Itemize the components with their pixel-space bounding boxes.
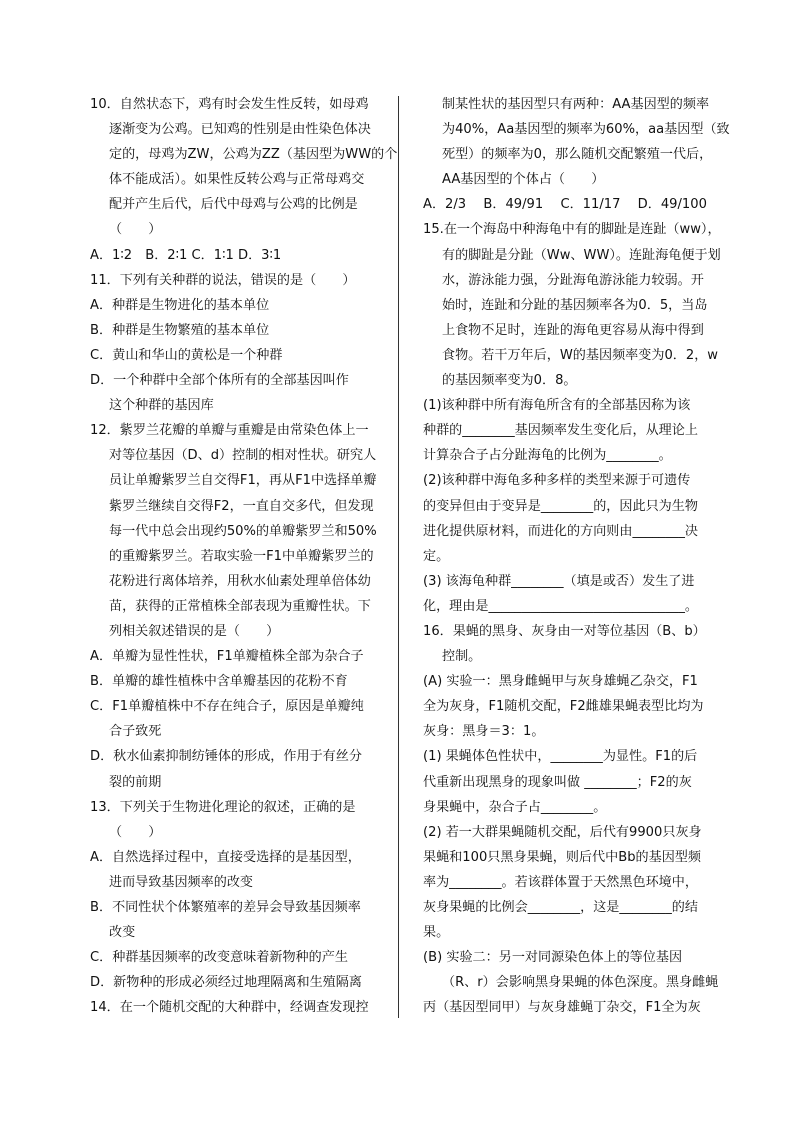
text-line: 定的，母鸡为ZW，公鸡为ZZ（基因型为WW的个 (109, 147, 398, 163)
text-line: 代重新出现黑身的现象叫做 ________；F2的灰 (423, 774, 692, 790)
text-line: 有的脚趾是分趾（Ww、WW）。连趾海龟便于划 (442, 247, 721, 263)
text-line: A．2/3 B．49/91 C．11/17 D．49/100 (423, 197, 707, 213)
text-line: AA基因型的个体占（ ） (442, 172, 605, 188)
text-line: 改变 (109, 925, 136, 941)
text-line: 紫罗兰继续自交得F2，一直自交多代，但发现 (109, 498, 374, 514)
text-line: (2)该种群中海龟多种多样的类型来源于可遗传 (423, 473, 691, 489)
text-line: B．单瓣的雄性植株中含单瓣基因的花粉不育 (90, 674, 348, 690)
text-line: 16．果蝇的黑身、灰身由一对等位基因（B、b） (423, 623, 706, 639)
text-line: 逐渐变为公鸡。已知鸡的性别是由性染色体决 (109, 122, 371, 138)
text-line: A．1∶2 B．2∶1 C．1∶1 D．3∶1 (90, 247, 282, 263)
text-line: 15.在一个海岛中种海龟中有的脚趾是连趾（ww）， (423, 222, 721, 238)
text-line: 食物。若干万年后，W的基因频率变为0．2，w (442, 347, 719, 363)
text-line: A．自然选择过程中，直接受选择的是基因型， (90, 849, 361, 865)
text-line: 果蝇和100只黑身果蝇，则后代中Bb的基因型频 (423, 849, 701, 865)
text-line: C．种群基因频率的改变意味着新物种的产生 (90, 950, 348, 966)
text-line: 11．下列有关种群的说法，错误的是（ ） (90, 272, 356, 288)
text-line: D．秋水仙素抑制纺锤体的形成，作用于有丝分 (90, 749, 362, 765)
text-line: 化，理由是______________________________。 (423, 598, 698, 614)
text-line: B．不同性状个体繁殖率的差异会导致基因频率 (90, 900, 361, 915)
text-line: 列相关叙述错误的是（ ） (109, 623, 280, 639)
text-line: D．一个种群中全部个体所有的全部基因叫作 (90, 373, 349, 389)
text-line: 的变异但由于变异是________的，因此只为生物 (423, 498, 698, 514)
text-line: （R、r）会影响黑身果蝇的体色深度。黑身雌蝇 (442, 975, 719, 991)
text-line: 制某性状的基因型只有两种：AA基因型的频率 (442, 97, 710, 112)
right-column (423, 92, 735, 1020)
text-line: (B) 实验二：另一对同源染色体上的等位基因 (423, 950, 683, 966)
text-line: 进而导致基因频率的改变 (109, 874, 254, 890)
text-line: (2) 若一大群果蝇随机交配，后代有9900只灰身 (423, 824, 702, 840)
text-line: 苗，获得的正常植株全部表现为重瓣性状。下 (109, 598, 371, 614)
text-line: 配并产生后代，后代中母鸡与公鸡的比例是 (109, 197, 358, 213)
text-line: 始时，连趾和分趾的基因频率各为0．5，当岛 (442, 297, 708, 313)
text-line: 12．紫罗兰花瓣的单瓣与重瓣是由常染色体上一 (90, 423, 369, 439)
text-line: (1) 果蝇体色性状中，________为显性。F1的后 (423, 749, 698, 765)
text-line: 这个种群的基因库 (109, 398, 214, 414)
text-line: 全为灰身，F1随机交配，F2雌雄果蝇表型比均为 (423, 699, 704, 715)
text-line: 每一代中总会出现约50%的单瓣紫罗兰和50% (109, 523, 377, 539)
text-line: 的基因频率变为0．8。 (442, 373, 577, 389)
text-line: B．种群是生物繁殖的基本单位 (90, 322, 270, 338)
text-line: 种群的________基因频率发生变化后，从理论上 (423, 423, 698, 439)
text-line: 果。 (423, 925, 450, 941)
text-line: （ ） (109, 222, 162, 238)
text-line: 身果蝇中，杂合子占________。 (423, 799, 607, 815)
text-line: 灰身果蝇的比例会________，这是________的结 (423, 900, 698, 915)
text-line: 丙（基因型同甲）与灰身雄蝇丁杂交，F1全为灰 (423, 1000, 701, 1016)
text-line: (1)该种群中所有海龟所含有的全部基因称为该 (423, 398, 691, 414)
text-line: 13．下列关于生物进化理论的叙述，正确的是 (90, 799, 356, 815)
text-line: A．单瓣为显性性状，F1单瓣植株全部为杂合子 (90, 649, 364, 665)
text-line: 为40%，Aa基因型的频率为60%，aa基因型（致 (442, 122, 730, 138)
text-line: C．F1单瓣植株中不存在纯合子，原因是单瓣纯 (90, 699, 364, 715)
text-line: (A) 实验一：黑身雌蝇甲与灰身雄蝇乙杂交，F1 (423, 674, 698, 690)
text-line: 14．在一个随机交配的大种群中，经调查发现控 (90, 1000, 369, 1016)
text-line: 控制。 (442, 649, 482, 665)
text-line: A．种群是生物进化的基本单位 (90, 297, 270, 313)
column-divider (398, 96, 399, 1018)
text-line: (3) 该海龟种群________（填是或否）发生了进 (423, 573, 695, 589)
text-line: 10．自然状态下，鸡有时会发生性反转，如母鸡 (90, 97, 369, 112)
text-line: 员让单瓣紫罗兰自交得F1，再从F1中选择单瓣 (109, 473, 377, 489)
text-line: C．黄山和华山的黄松是一个种群 (90, 347, 283, 363)
text-line: 进化提供原材料，而进化的方向则由________决 (423, 523, 698, 539)
text-line: 率为________。若该群体置于天然黑色环境中， (423, 874, 698, 890)
text-line: 的重瓣紫罗兰。若取实验一F1中单瓣紫罗兰的 (109, 548, 374, 564)
text-line: D．新物种的形成必须经过地理隔离和生殖隔离 (90, 975, 362, 991)
text-line: 花粉进行离体培养，用秋水仙素处理单倍体幼 (109, 573, 371, 589)
text-line: 对等位基因（D、d）控制的相对性状。研究人 (109, 448, 377, 464)
text-line: 上食物不足时，连趾的海龟更容易从海中得到 (442, 322, 704, 338)
text-line: 死型）的频率为0，那么随机交配繁殖一代后， (442, 147, 713, 163)
left-column (90, 92, 398, 1020)
text-line: 计算杂合子占分趾海龟的比例为________。 (423, 448, 672, 464)
text-line: 合子致死 (109, 724, 162, 740)
text-line: 定。 (423, 548, 450, 564)
text-line: 裂的前期 (109, 774, 162, 790)
text-line: （ ） (109, 824, 162, 840)
text-line: 水，游泳能力强，分趾海龟游泳能力较弱。开 (442, 272, 704, 288)
text-line: 灰身：黑身＝3：1。 (423, 724, 545, 740)
text-line: 体不能成活）。如果性反转公鸡与正常母鸡交 (109, 172, 365, 188)
